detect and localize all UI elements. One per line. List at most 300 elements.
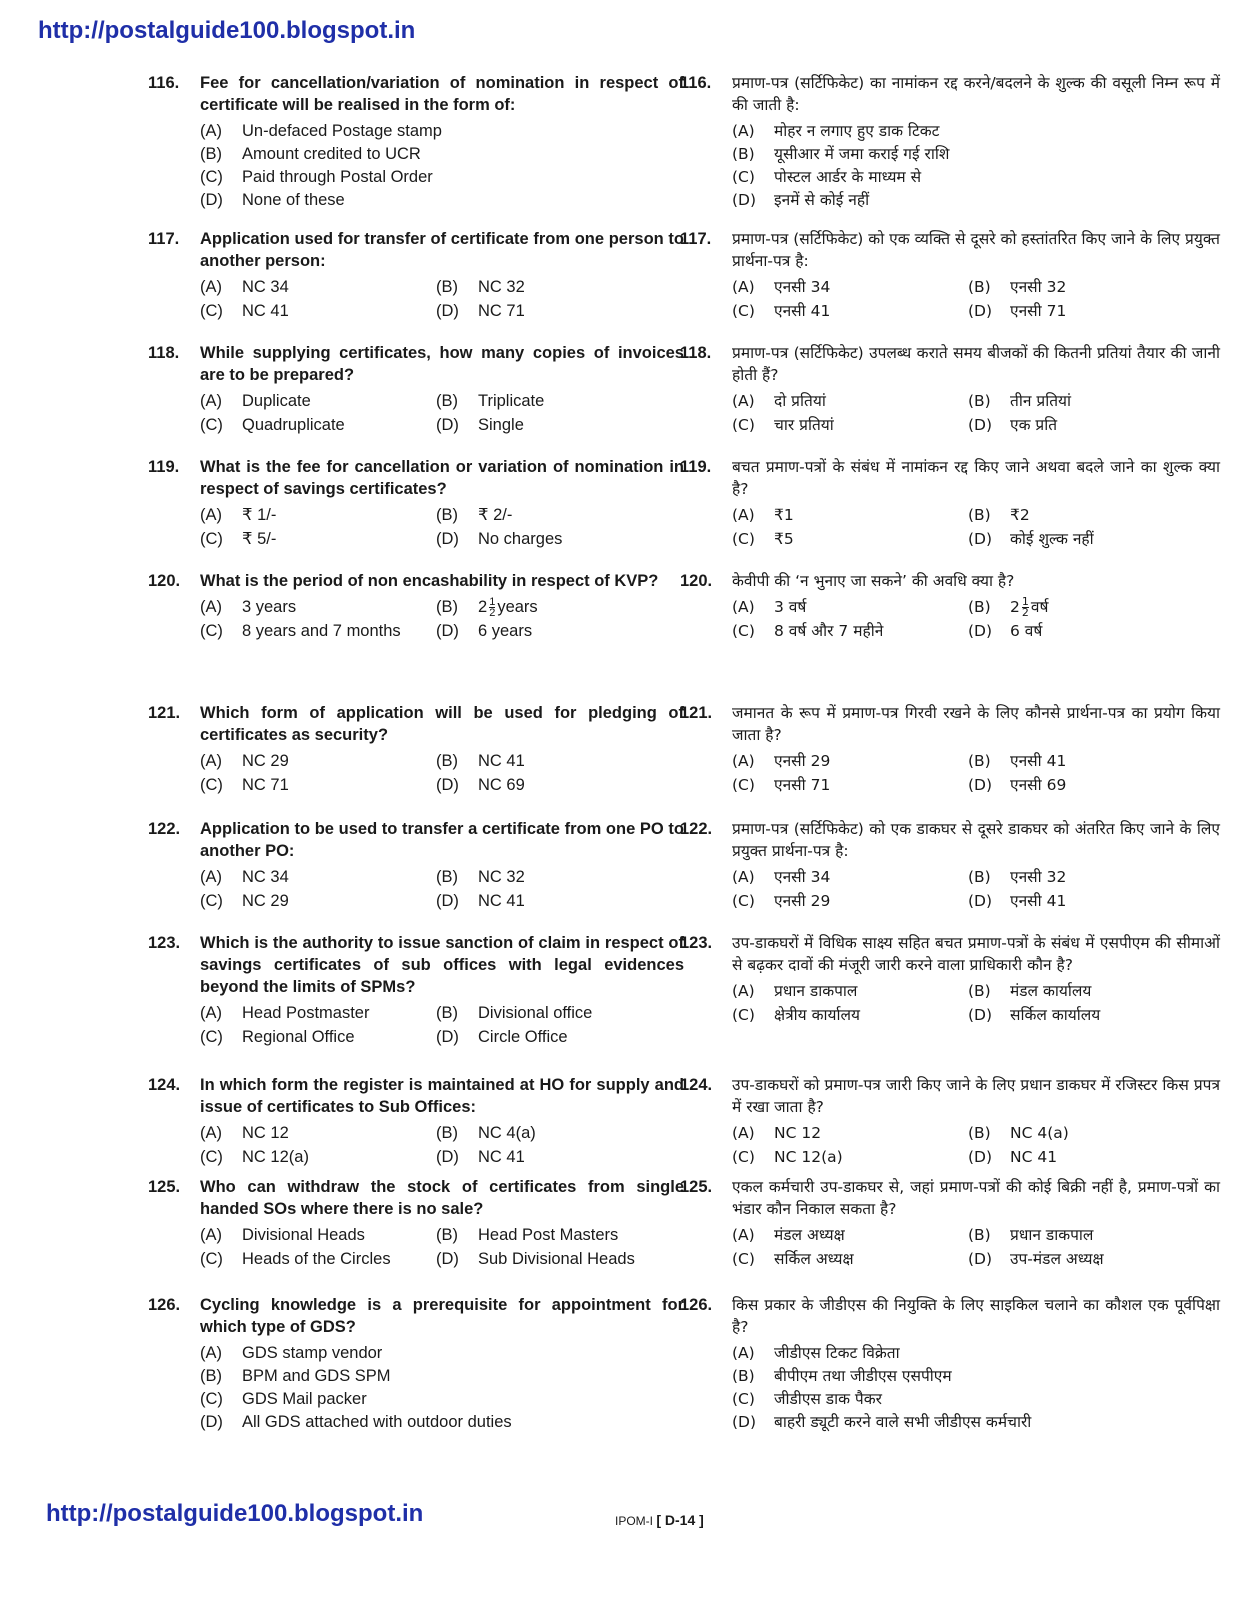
question-number: 119. <box>148 458 180 476</box>
option-text: कोई शुल्क नहीं <box>1010 530 1094 548</box>
option-text: BPM and GDS SPM <box>242 1367 391 1385</box>
option-label: (A) <box>732 868 755 886</box>
option-text: Head Postmaster <box>242 1004 370 1022</box>
option-label: (A) <box>200 1226 222 1244</box>
option-label: (D) <box>436 1148 459 1166</box>
question-text: Who can withdraw the stock of certificates from single handed SOs where there is no sale? <box>200 1178 684 1218</box>
option-label: (D) <box>968 1006 993 1024</box>
option-text: No charges <box>478 530 563 548</box>
footer-url: http://postalguide100.blogspot.in <box>46 1500 424 1527</box>
question-text: प्रमाण-पत्र (सर्टिफिकेट) को एक व्यक्ति से दूसरे को हस्तांतरित किए जाने के लिए प्रयुक्त प्रार्थना-पत्र है: <box>732 230 1220 270</box>
answer-option <box>200 596 436 619</box>
option-label: (D) <box>968 622 993 640</box>
answer-option <box>968 1146 1220 1169</box>
option-label: (D) <box>436 776 459 794</box>
option-label: (A) <box>732 506 755 524</box>
question-block <box>148 456 684 551</box>
option-text <box>478 596 538 619</box>
answer-option <box>732 528 968 551</box>
question-block <box>680 72 1220 212</box>
option-label: (A) <box>200 598 222 616</box>
option-list <box>732 866 1220 913</box>
option-text: NC 4(a) <box>1010 1124 1069 1142</box>
option-list <box>732 750 1220 797</box>
option-text: तीन प्रतियां <box>1010 392 1072 410</box>
answer-option <box>968 1004 1220 1027</box>
option-label: (A) <box>732 1226 755 1244</box>
question-number: 117. <box>148 230 180 248</box>
answer-option <box>200 504 436 527</box>
question-block <box>680 342 1220 437</box>
question-number: 121. <box>148 704 181 722</box>
option-text: 6 वर्ष <box>1010 622 1043 640</box>
option-text: एनसी 29 <box>774 892 831 910</box>
question-block <box>680 702 1220 797</box>
question-block <box>680 1294 1220 1434</box>
option-text: प्रधान डाकपाल <box>1010 1226 1094 1244</box>
option-label: (B) <box>436 1226 458 1244</box>
answer-option <box>968 750 1220 773</box>
option-label: (D) <box>968 1250 993 1268</box>
option-label: (D) <box>436 302 459 320</box>
option-label: (D) <box>436 416 459 434</box>
option-label: (D) <box>200 1413 223 1431</box>
answer-option <box>968 276 1220 299</box>
question-block <box>680 570 1220 643</box>
answer-option <box>968 414 1220 437</box>
option-label: (C) <box>732 1006 755 1024</box>
option-list <box>200 504 684 551</box>
page-code <box>615 1512 704 1528</box>
option-text: बाहरी ड्यूटी करने वाले सभी जीडीएस कर्मचारी <box>774 1413 1032 1431</box>
answer-option <box>968 300 1220 323</box>
answer-option <box>732 774 968 797</box>
answer-option <box>200 143 684 166</box>
question-number: 126. <box>148 1296 181 1314</box>
option-text: 3 वर्ष <box>774 598 807 616</box>
answer-option <box>732 1388 1220 1411</box>
question-block <box>148 1176 684 1271</box>
option-text: Divisional office <box>478 1004 593 1022</box>
option-label: (C) <box>200 1028 223 1046</box>
answer-option <box>200 620 436 643</box>
answer-option <box>436 1002 684 1025</box>
question-number: 117. <box>680 230 712 248</box>
option-label: (B) <box>968 1226 991 1244</box>
option-text: एक प्रति <box>1010 416 1058 434</box>
option-list <box>732 276 1220 323</box>
option-text: Paid through Postal Order <box>242 168 433 186</box>
option-text: इनमें से कोई नहीं <box>774 191 870 209</box>
option-label: (C) <box>732 892 755 910</box>
option-list <box>200 866 684 913</box>
option-list <box>732 1122 1220 1169</box>
option-text: जीडीएस डाक पैकर <box>774 1390 882 1408</box>
answer-option <box>436 596 684 619</box>
option-label: (C) <box>200 1250 223 1268</box>
question-text: एकल कर्मचारी उप-डाकघर से, जहां प्रमाण-पत्रों की कोई बिक्री नहीं है, प्रमाण-पत्रों का भंडार कौन निकाल सकता है? <box>732 1178 1220 1218</box>
option-label: (A) <box>200 1004 222 1022</box>
option-text: दो प्रतियां <box>774 392 826 410</box>
question-number: 124. <box>680 1076 713 1094</box>
option-text: सर्किल अध्यक्ष <box>774 1250 854 1268</box>
option-text: NC 71 <box>242 776 289 794</box>
answer-option <box>200 528 436 551</box>
option-text: NC 71 <box>478 302 525 320</box>
answer-option <box>732 1224 968 1247</box>
option-list <box>732 596 1220 643</box>
option-label: (D) <box>436 1028 459 1046</box>
answer-option <box>200 1026 436 1049</box>
answer-option <box>436 750 684 773</box>
option-text: उप-मंडल अध्यक्ष <box>1010 1250 1104 1268</box>
answer-option <box>732 1365 1220 1388</box>
answer-option <box>968 390 1220 413</box>
option-text: यूसीआर में जमा कराई गई राशि <box>774 145 950 163</box>
option-text: Circle Office <box>478 1028 568 1046</box>
question-number: 125. <box>680 1178 713 1196</box>
question-block <box>148 228 684 323</box>
answer-option <box>436 504 684 527</box>
option-text: जीडीएस टिकट विक्रेता <box>774 1344 900 1362</box>
question-text: उप-डाकघरों को प्रमाण-पत्र जारी किए जाने के लिए प्रधान डाकघर में रजिस्टर किस प्रपत्र में रखा जाता है? <box>732 1076 1220 1116</box>
answer-option <box>436 620 684 643</box>
answer-option <box>732 504 968 527</box>
answer-option <box>732 189 1220 212</box>
option-text: मंडल अध्यक्ष <box>774 1226 845 1244</box>
option-text: ₹ 2/- <box>478 506 513 524</box>
question-number: 120. <box>680 572 713 590</box>
answer-option <box>968 620 1220 643</box>
answer-option <box>200 774 436 797</box>
question-number: 124. <box>148 1076 181 1094</box>
question-block <box>148 932 684 1049</box>
page-code-prefix: IPOM-I <box>615 1514 653 1528</box>
answer-option <box>200 1122 436 1145</box>
option-text: NC 41 <box>478 892 525 910</box>
option-text: 8 years and 7 months <box>242 622 401 640</box>
question-number: 125. <box>148 1178 181 1196</box>
option-label: (C) <box>732 622 755 640</box>
question-text: Which is the authority to issue sanction of claim in respect of savings certificates of sub offices with legal evidences beyond the limits of SPMs? <box>200 934 684 996</box>
answer-option <box>200 1224 436 1247</box>
option-text: NC 69 <box>478 776 525 794</box>
option-label: (D) <box>968 1148 993 1166</box>
option-list <box>732 120 1220 212</box>
option-list <box>200 750 684 797</box>
question-block <box>148 72 684 212</box>
question-block <box>680 456 1220 551</box>
question-text: बचत प्रमाण-पत्रों के संबंध में नामांकन रद्द किए जाने अथवा बदले जाने का शुल्क क्या है? <box>732 458 1220 498</box>
answer-option <box>732 1248 968 1271</box>
option-label: (C) <box>732 776 755 794</box>
option-label: (A) <box>732 392 755 410</box>
answer-option <box>200 1002 436 1025</box>
question-block <box>148 818 684 913</box>
option-text: 8 वर्ष और 7 महीने <box>774 622 884 640</box>
option-list <box>732 390 1220 437</box>
option-unit: वर्ष <box>1030 598 1049 616</box>
answer-option <box>200 750 436 773</box>
answer-option <box>200 189 684 212</box>
question-number: 123. <box>680 934 713 952</box>
answer-option <box>200 300 436 323</box>
answer-option <box>968 890 1220 913</box>
option-label: (A) <box>200 122 222 140</box>
fraction-whole: 2 <box>478 598 488 616</box>
answer-option <box>200 1146 436 1169</box>
fraction-numerator: 1 <box>1021 595 1029 608</box>
option-label: (B) <box>436 598 458 616</box>
option-label: (C) <box>200 416 223 434</box>
option-label: (C) <box>200 1390 223 1408</box>
fraction-denominator: 2 <box>1021 606 1029 619</box>
option-list <box>732 1224 1220 1271</box>
answer-option <box>200 1388 684 1411</box>
answer-option <box>968 504 1220 527</box>
question-number: 126. <box>680 1296 713 1314</box>
question-number: 120. <box>148 572 181 590</box>
option-label: (C) <box>732 1250 755 1268</box>
answer-option <box>436 1122 684 1145</box>
option-text: एनसी 29 <box>774 752 831 770</box>
option-label: (C) <box>732 1390 755 1408</box>
question-text: Application used for transfer of certificate from one person to another person: <box>200 230 684 270</box>
option-text: एनसी 41 <box>1010 892 1067 910</box>
option-label: (B) <box>968 752 991 770</box>
question-number: 116. <box>680 74 712 92</box>
option-label: (D) <box>968 416 993 434</box>
option-list <box>200 1224 684 1271</box>
question-text: While supplying certificates, how many copies of invoices are to be prepared? <box>200 344 684 384</box>
option-label: (D) <box>436 1250 459 1268</box>
option-text: Duplicate <box>242 392 311 410</box>
question-text: केवीपी की ‘न भुनाए जा सकने’ की अवधि क्या है? <box>732 572 1015 590</box>
option-text: NC 32 <box>478 278 525 296</box>
option-label: (A) <box>732 1344 755 1362</box>
answer-option <box>200 276 436 299</box>
option-label: (B) <box>968 392 991 410</box>
question-block <box>680 818 1220 913</box>
option-text: GDS stamp vendor <box>242 1344 383 1362</box>
option-text: एनसी 34 <box>774 868 831 886</box>
option-label: (C) <box>200 302 223 320</box>
option-text <box>1010 596 1048 619</box>
option-text: Single <box>478 416 524 434</box>
option-label: (C) <box>732 302 755 320</box>
option-label: (A) <box>732 122 755 140</box>
answer-option <box>732 620 968 643</box>
answer-option <box>968 528 1220 551</box>
answer-option <box>968 596 1220 619</box>
question-text: प्रमाण-पत्र (सर्टिफिकेट) उपलब्ध कराते समय बीजकों की कितनी प्रतियां तैयार की जानी होती हैं? <box>732 344 1220 384</box>
fraction-denominator: 2 <box>489 607 496 620</box>
option-text: Heads of the Circles <box>242 1250 391 1268</box>
option-text: Quadruplicate <box>242 416 345 434</box>
question-number: 116. <box>148 74 180 92</box>
option-text: पोस्टल आर्डर के माध्यम से <box>774 168 922 186</box>
answer-option <box>436 866 684 889</box>
question-text: Cycling knowledge is a prerequisite for appointment for which type of GDS? <box>200 1296 684 1336</box>
option-text: NC 41 <box>478 1148 525 1166</box>
option-list <box>200 1002 684 1049</box>
option-label: (A) <box>200 1124 222 1142</box>
option-label: (D) <box>968 302 993 320</box>
answer-option <box>732 866 968 889</box>
option-list <box>200 596 684 643</box>
option-list <box>200 1342 684 1434</box>
option-text: एनसी 71 <box>1010 302 1067 320</box>
option-label: (D) <box>436 530 459 548</box>
question-block <box>680 932 1220 1027</box>
option-label: (C) <box>200 892 223 910</box>
option-text: ₹ 1/- <box>242 506 277 524</box>
answer-option <box>200 1248 436 1271</box>
question-number: 118. <box>680 344 712 362</box>
answer-option <box>732 596 968 619</box>
fraction <box>1022 597 1029 618</box>
answer-option <box>732 1122 968 1145</box>
option-label: (D) <box>732 1413 757 1431</box>
option-list <box>732 504 1220 551</box>
option-text: एनसी 32 <box>1010 868 1067 886</box>
option-text: Head Post Masters <box>478 1226 619 1244</box>
answer-option <box>436 1248 684 1271</box>
option-text: NC 34 <box>242 868 289 886</box>
answer-option <box>732 276 968 299</box>
answer-option <box>200 1342 684 1365</box>
option-label: (A) <box>200 278 222 296</box>
option-text: मंडल कार्यालय <box>1010 982 1092 1000</box>
answer-option <box>200 866 436 889</box>
option-text: ₹1 <box>774 506 794 524</box>
question-number: 119. <box>680 458 712 476</box>
option-text: Sub Divisional Heads <box>478 1250 635 1268</box>
option-label: (A) <box>200 868 222 886</box>
question-text: Fee for cancellation/variation of nomination in respect of certificate will be realised in the form of: <box>200 74 684 114</box>
question-block <box>148 1294 684 1434</box>
answer-option <box>732 1342 1220 1365</box>
answer-option <box>732 166 1220 189</box>
option-text: ₹ 5/- <box>242 530 277 548</box>
question-text: What is the fee for cancellation or variation of nomination in respect of savings certificates? <box>200 458 684 498</box>
answer-option <box>200 166 684 189</box>
option-label: (B) <box>968 982 991 1000</box>
option-text: क्षेत्रीय कार्यालय <box>774 1006 861 1024</box>
option-text: एनसी 71 <box>774 776 831 794</box>
option-list <box>732 980 1220 1027</box>
fraction <box>489 597 495 618</box>
answer-option <box>968 1122 1220 1145</box>
option-text: NC 32 <box>478 868 525 886</box>
option-label: (B) <box>436 506 458 524</box>
question-text: प्रमाण-पत्र (सर्टिफिकेट) का नामांकन रद्द करने/बदलने के शुल्क की वसूली निम्न रूप में की जाती है: <box>732 74 1220 114</box>
option-list <box>200 120 684 212</box>
answer-option <box>200 390 436 413</box>
option-text: चार प्रतियां <box>774 416 834 434</box>
question-number: 123. <box>148 934 181 952</box>
option-label: (B) <box>436 1004 458 1022</box>
option-text: Amount credited to UCR <box>242 145 421 163</box>
option-text: NC 12 <box>242 1124 289 1142</box>
option-text: एनसी 41 <box>1010 752 1067 770</box>
option-label: (B) <box>968 506 991 524</box>
header-url: http://postalguide100.blogspot.in <box>38 17 416 44</box>
option-label: (B) <box>968 868 991 886</box>
option-text: NC 29 <box>242 892 289 910</box>
option-label: (C) <box>200 530 223 548</box>
option-label: (D) <box>732 191 757 209</box>
question-text: Application to be used to transfer a certificate from one PO to another PO: <box>200 820 684 860</box>
answer-option <box>968 980 1220 1003</box>
answer-option <box>200 890 436 913</box>
option-text: NC 41 <box>242 302 289 320</box>
question-number: 121. <box>680 704 713 722</box>
option-label: (A) <box>732 278 755 296</box>
option-text: None of these <box>242 191 345 209</box>
option-text: NC 4(a) <box>478 1124 536 1142</box>
option-label: (B) <box>436 752 458 770</box>
option-text: मोहर न लगाए हुए डाक टिकट <box>774 122 940 140</box>
option-label: (D) <box>968 530 993 548</box>
option-text: NC 41 <box>1010 1148 1058 1166</box>
option-label: (A) <box>200 392 222 410</box>
question-block <box>148 1074 684 1169</box>
option-label: (A) <box>200 1344 222 1362</box>
option-text: 3 years <box>242 598 297 616</box>
option-label: (A) <box>732 598 755 616</box>
option-text: 6 years <box>478 622 533 640</box>
option-text: एनसी 41 <box>774 302 831 320</box>
option-text: NC 12(a) <box>774 1148 843 1166</box>
option-label: (B) <box>968 278 991 296</box>
option-unit: years <box>497 598 538 616</box>
answer-option <box>200 1411 684 1434</box>
answer-option <box>968 774 1220 797</box>
answer-option <box>200 414 436 437</box>
option-list <box>200 276 684 323</box>
option-label: (A) <box>732 1124 755 1142</box>
question-text: What is the period of non encashability in respect of KVP? <box>200 572 659 590</box>
question-text: Which form of application will be used for pledging of certificates as security? <box>200 704 684 744</box>
answer-option <box>732 143 1220 166</box>
option-text: NC 34 <box>242 278 289 296</box>
option-label: (C) <box>200 168 223 186</box>
question-block <box>680 1176 1220 1271</box>
answer-option <box>732 414 968 437</box>
option-label: (C) <box>732 530 755 548</box>
option-label: (D) <box>436 622 459 640</box>
option-label: (C) <box>200 622 223 640</box>
option-label: (B) <box>200 145 222 163</box>
answer-option <box>732 390 968 413</box>
question-text: उप-डाकघरों में विधिक साक्ष्य सहित बचत प्रमाण-पत्रों के संबंध में एसपीएम की सीमाओं से बढ़कर दावों की मंजूरी जारी करने वाला प्राधिकारी कौन है? <box>732 934 1220 974</box>
answer-option <box>732 120 1220 143</box>
answer-option <box>436 1146 684 1169</box>
answer-option <box>968 1248 1220 1271</box>
option-label: (D) <box>968 776 993 794</box>
option-text: NC 12(a) <box>242 1148 309 1166</box>
option-label: (A) <box>732 982 755 1000</box>
question-block <box>680 228 1220 323</box>
option-list <box>732 1342 1220 1434</box>
option-label: (B) <box>436 868 458 886</box>
option-label: (B) <box>732 1367 755 1385</box>
option-label: (B) <box>968 1124 991 1142</box>
option-text: सर्किल कार्यालय <box>1010 1006 1101 1024</box>
option-text: Triplicate <box>478 392 545 410</box>
answer-option <box>732 1146 968 1169</box>
